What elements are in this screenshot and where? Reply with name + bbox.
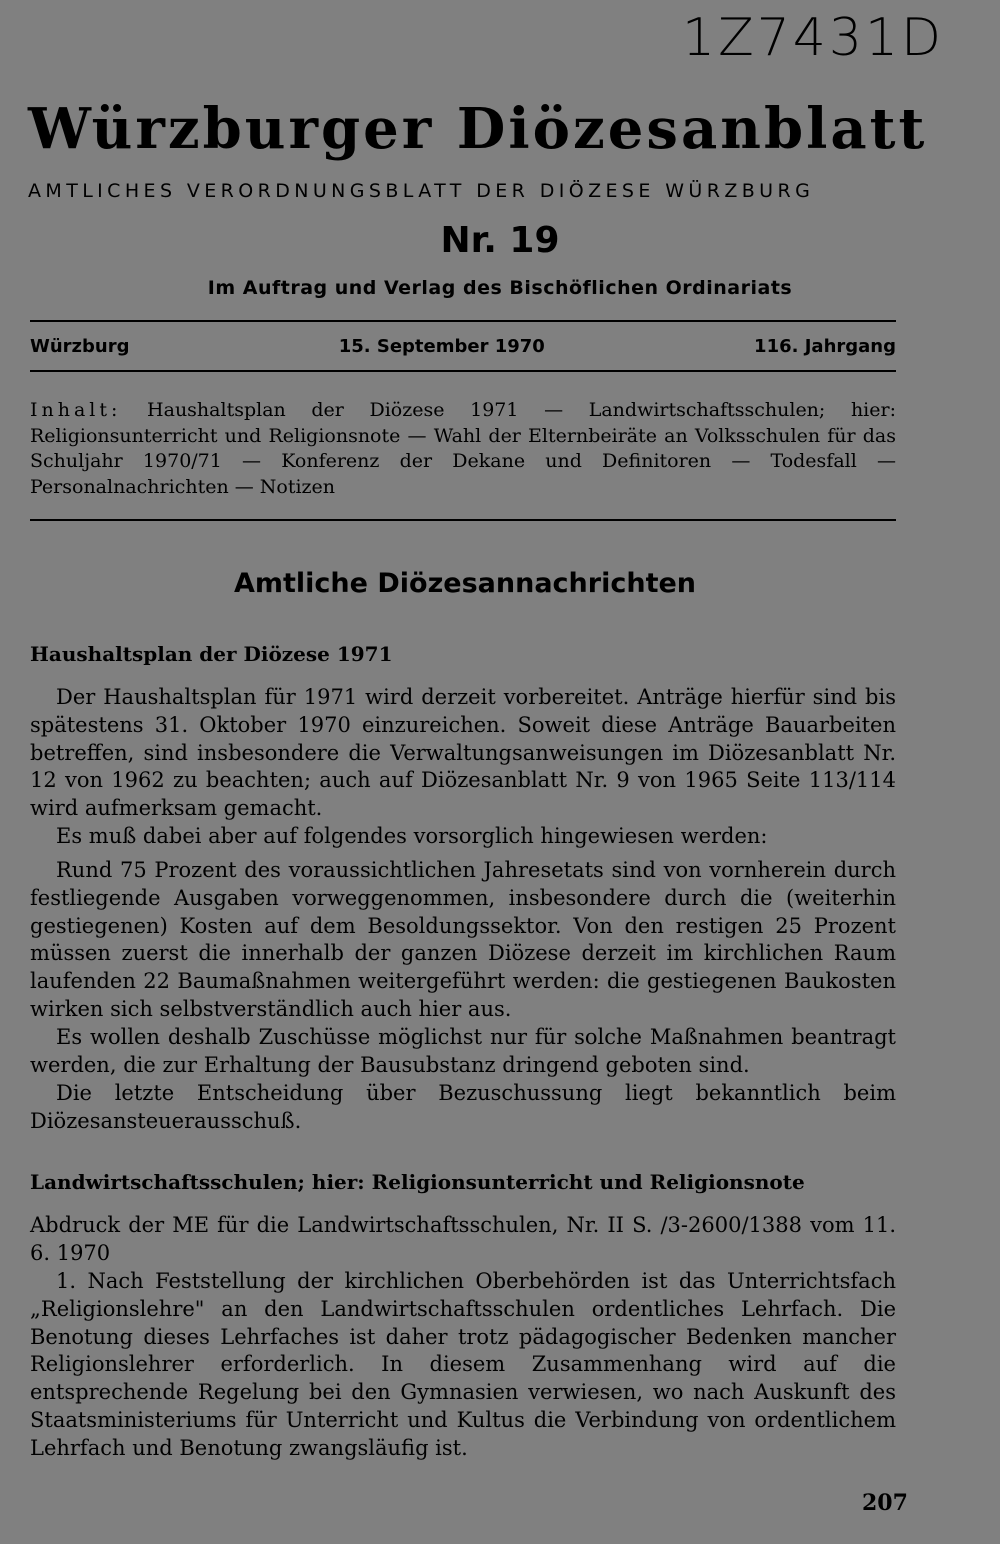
header-rule-top: [30, 320, 896, 322]
toc-text: Haushaltsplan der Diözese 1971 — Landwirtschaftsschulen; hier: Religionsunterricht und Religionsnote — Wahl der Elternbeiräte an Volksschulen für das Schuljahr 1970/71 — Konferenz der Dekane und Definitoren — Todesfall — Personalnachrichten — Notizen: [30, 399, 896, 498]
journal-subtitle: AMTLICHES VERORDNUNGSBLATT DER DIÖZESE WÜRZBURG: [28, 180, 815, 202]
issue-number: Nr. 19: [440, 220, 560, 261]
issue-date: 15. September 1970: [338, 336, 545, 357]
article-paragraph: Abdruck der ME für die Landwirtschaftsschulen, Nr. II S. /3-2600/1388 vom 11. 6. 1970: [30, 1213, 896, 1265]
section-title: Amtliche Diözesannachrichten: [233, 568, 697, 599]
volume: 116. Jahrgang: [754, 336, 896, 357]
article-heading: Haushaltsplan der Diözese 1971: [30, 642, 393, 666]
issue-meta: [30, 336, 896, 357]
table-of-contents: [30, 398, 896, 500]
place: Würzburg: [30, 336, 130, 357]
article-paragraph: Es muß dabei aber auf folgendes vorsorglich hingewiesen werden:: [56, 824, 768, 848]
journal-title: Würzburger Diözesanblatt: [28, 96, 928, 162]
header-rule-bottom: [30, 370, 896, 372]
article-paragraph: Der Haushaltsplan für 1971 wird derzeit vorbereitet. Anträge hierfür sind bis spätestens 31. Oktober 1970 einzureichen. Soweit diese Anträge Bauarbeiten betreffen, sind insbesondere die Verwaltungsanweisungen im Diözesanblatt Nr. 12 von 1962 zu beachten; auch auf Diözesanblatt Nr. 9 von 1965 Seite 113/114 wird aufmerksam gemacht.: [30, 685, 896, 821]
article-heading: Landwirtschaftsschulen; hier: Religionsunterricht und Religionsnote: [30, 1170, 805, 1194]
article-paragraph: Die letzte Entscheidung über Bezuschussung liegt bekanntlich beim Diözesansteuerausschuß.: [30, 1081, 896, 1133]
page-number: 207: [862, 1490, 908, 1516]
article-paragraph: Es wollen deshalb Zuschüsse möglichst nur für solche Maßnahmen beantragt werden, die zur Erhaltung der Bausubstanz dringend geboten sind.: [30, 1025, 896, 1077]
shelfmark: 1Z7431D: [682, 8, 945, 68]
article-paragraph: Rund 75 Prozent des voraussichtlichen Jahresetats sind von vornherein durch festliegende Ausgaben vorweggenommen, insbesondere durch die (weiterhin gestiegenen) Kosten auf dem Besoldungssektor. Von den restigen 25 Prozent müssen zuerst die innerhalb der ganzen Diözese derzeit im kirchlichen Raum laufenden 22 Baumaßnahmen weitergeführt werden: die gestiegenen Baukosten wirken sich selbstverständlich auch hier aus.: [30, 858, 896, 1021]
toc-label: Inhalt:: [30, 399, 122, 421]
toc-rule: [30, 519, 896, 521]
article-paragraph: 1. Nach Feststellung der kirchlichen Oberbehörden ist das Unterrichtsfach „Religionslehre" an den Landwirtschaftsschulen ordentliches Lehrfach. Die Benotung dieses Lehrfaches ist daher trotz pädagogischer Bedenken mancher Religionslehrer erforderlich. In diesem Zusammenhang wird auf die entsprechende Regelung bei den Gymnasien verwiesen, wo nach Auskunft des Staatsministeriums für Unterricht und Kultus die Verbindung von ordentlichem Lehrfach und Benotung zwangsläufig ist.: [30, 1269, 896, 1460]
publisher-line: Im Auftrag und Verlag des Bischöflichen Ordinariats: [207, 277, 793, 299]
